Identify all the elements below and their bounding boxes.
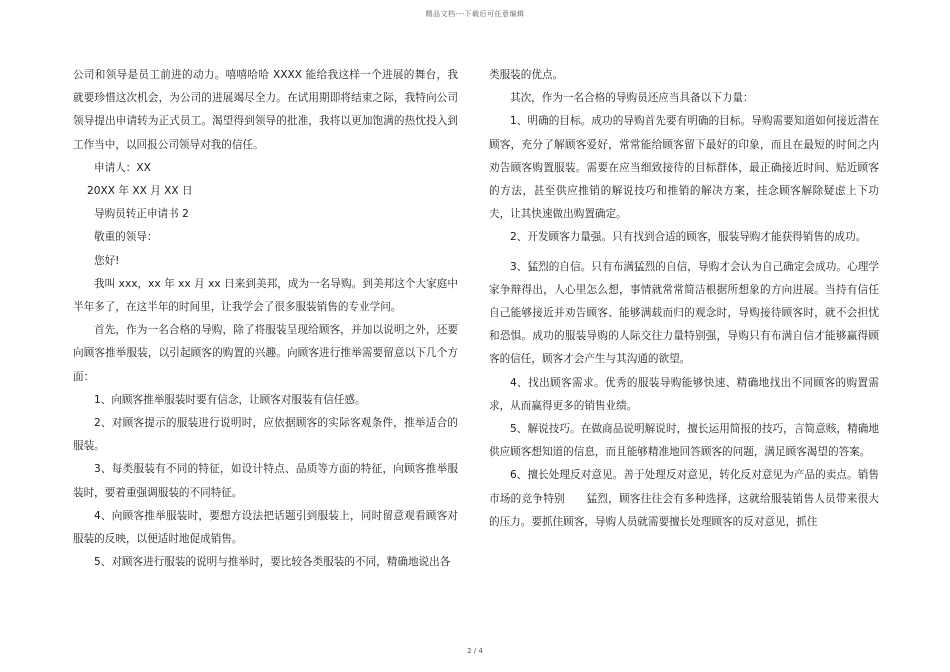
paragraph: 3、猛烈的自信。只有布满猛烈的自信，导购才会认为自己确定会成功。心理学家争辩得出，人心里怎么想，事情就常常简洁根据所想象的方向进展。当持有信任自己能够接近并劝告顾客、能够满载而归的观念时，导购接待顾客时，就不会担忧和恐惧。成功的服装导购的人际交往力量特别强，导购只有布满自信才能够赢得顾客的信任，顾客才会产生与其沟通的欲望。 bbox=[489, 260, 879, 366]
paragraph: 类服装的优点。 bbox=[489, 69, 564, 81]
paragraph: 申请人：XX bbox=[94, 161, 151, 174]
paragraph: 3、每类服装有不同的特征，如设计特点、品质等方面的特征，向顾客推举服装时，要着重强调服装的不同特征。 bbox=[73, 463, 458, 499]
page-number: 2 / 4 bbox=[467, 647, 483, 655]
left-column bbox=[73, 64, 458, 574]
paragraph: 4、向顾客推举服装时，要想方设法把话题引到服装上，同时留意观看顾客对服装的反映，以便适时地促成销售。 bbox=[73, 509, 458, 546]
paragraph: 2、开发顾客力量强。只有找到合适的顾客，服装导购才能获得销售的成功。 bbox=[510, 231, 867, 244]
paragraph: 5、解说技巧。在做商品说明解说时，擅长运用简报的技巧，言简意赅，精确地供应顾客想知道的信息，而且能够精准地回答顾客的问题，满足顾客渴望的答案。 bbox=[489, 423, 879, 459]
page-header: 精品文档---下载后可任意编辑 bbox=[425, 10, 525, 18]
paragraph: 敬重的领导： bbox=[94, 231, 158, 244]
paragraph: 公司和领导是员工前进的动力。嘻嘻哈哈 XXXX 能给我这样一个进展的舞台，我就要珍惜这次机会，为公司的进展竭尽全力。在试用期即将结束之际，我特向公司领导提出申请转为正式员工。渴望得到领导的批准，我将以更加饱满的热忱投入到工作当中，以回报公司领导对我的信任。 bbox=[73, 69, 458, 151]
paragraph: 5、对顾客进行服装的说明与推举时，要比较各类服装的不同，精确地说出各 bbox=[94, 556, 451, 569]
paragraph: 20XX 年 XX 月 XX 日 bbox=[87, 185, 193, 198]
paragraph: 2、对顾客提示的服装进行说明时，应依据顾客的实际客观条件，推举适合的服装。 bbox=[73, 417, 458, 453]
paragraph: 首先，作为一名合格的导购，除了将服装呈现给顾客，并加以说明之外，还要向顾客推举服装，以引起顾客的购置的兴趣。向顾客进行推举需要留意以下几个方面： bbox=[73, 324, 458, 383]
paragraph: 其次，作为一名合格的导购员还应当具备以下力量： bbox=[510, 92, 754, 105]
paragraph: 6、擅长处理反对意见。善于处理反对意见，转化反对意见为产品的卖点。销售市场的竞争特别 猛烈，顾客往往会有多种选择，这就给服装销售人员带来很大的压力。要抓住顾客，导购人员就需要擅长处理顾客的反对意见，抓住 bbox=[489, 469, 879, 528]
paragraph: 4、找出顾客需求。优秀的服装导购能够快速、精确地找出不同顾客的购置需求，从而赢得更多的销售业绩。 bbox=[489, 376, 879, 412]
paragraph: 您好! bbox=[94, 254, 120, 267]
paragraph: 1、向顾客推举服装时要有信念，让顾客对服装有信任感。 bbox=[94, 393, 366, 406]
paragraph: 我叫 xxx，xx 年 xx 月 xx 日来到美邦，成为一名导购。到美邦这个大家庭中半年多了，在这半年的时间里，让我学会了很多服装销售的专业学问。 bbox=[73, 277, 458, 314]
paragraph: 1、明确的目标。成功的导购首先要有明确的目标。导购需要知道如何接近潜在顾客，充分了解顾客爱好，常常能给顾客留下最好的印象，而且在最短的时间之内劝告顾客购置服装。需要在应当细致接待的目标群体，最正确接近时间、贴近顾客的方法，甚至供应推销的解说技巧和推销的解决方案，挂念顾客解除疑虑上下功夫，让其快速做出购置确定。 bbox=[489, 115, 879, 221]
right-column bbox=[489, 64, 879, 534]
paragraph: 导购员转正申请书 2 bbox=[94, 208, 189, 221]
